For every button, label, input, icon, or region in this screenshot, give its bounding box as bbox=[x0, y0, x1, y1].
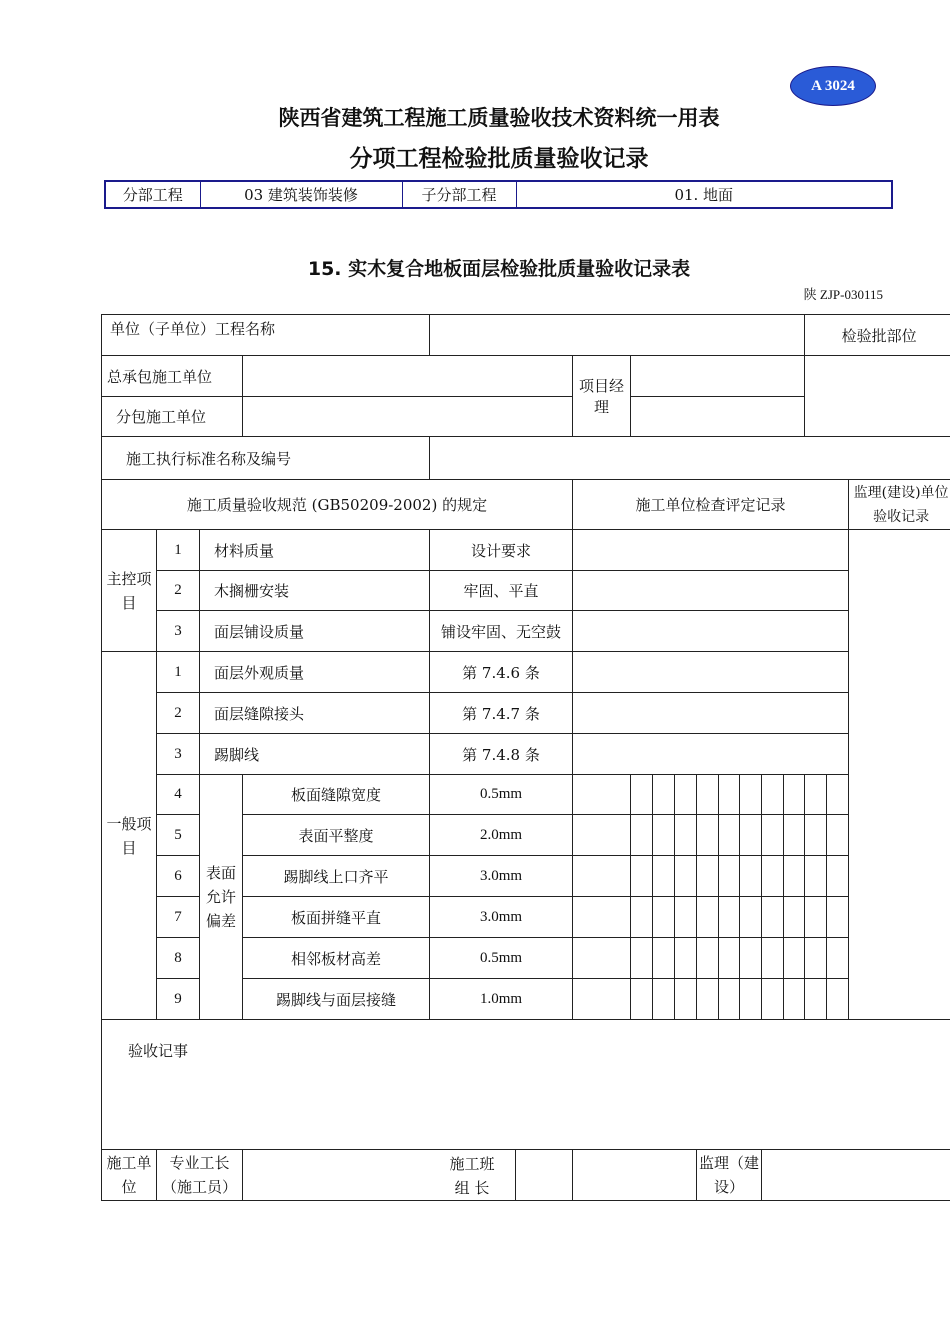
signoff-supervisor-label: 监理（建设） bbox=[697, 1150, 762, 1201]
project-manager-label: 项目经理 bbox=[573, 356, 631, 437]
measure-cell[interactable] bbox=[740, 979, 762, 1020]
supervisor-record-field[interactable] bbox=[849, 530, 950, 1020]
general-item-name: 面层外观质量 bbox=[200, 652, 430, 693]
measure-cell[interactable] bbox=[573, 897, 631, 938]
contractor-record-header: 施工单位检查评定记录 bbox=[573, 480, 849, 530]
measure-cell[interactable] bbox=[653, 979, 675, 1020]
measure-cell[interactable] bbox=[719, 815, 740, 856]
measure-cell[interactable] bbox=[573, 856, 631, 897]
general-item-record[interactable] bbox=[573, 734, 849, 775]
general-item-record[interactable] bbox=[573, 693, 849, 734]
tolerance-item-req: 2.0mm bbox=[430, 815, 573, 856]
subcontractor-field[interactable] bbox=[243, 397, 573, 437]
measure-cell[interactable] bbox=[675, 856, 697, 897]
inspection-record-table bbox=[101, 314, 950, 1201]
measure-cell[interactable] bbox=[805, 938, 827, 979]
measure-cell[interactable] bbox=[784, 815, 805, 856]
measure-cell[interactable] bbox=[740, 856, 762, 897]
supervisor-record-header: 监理(建设)单位验收记录 bbox=[849, 480, 950, 530]
tolerance-item-no: 7 bbox=[157, 897, 200, 938]
measure-cell[interactable] bbox=[631, 897, 653, 938]
general-item-req: 第 7.4.7 条 bbox=[430, 693, 573, 734]
measure-cell[interactable] bbox=[827, 815, 849, 856]
spec-column-header: 施工质量验收规范 (GB50209-2002) 的规定 bbox=[102, 480, 573, 530]
tolerance-item-no: 9 bbox=[157, 979, 200, 1020]
measure-cell[interactable] bbox=[697, 815, 719, 856]
main-item-name: 木搁栅安装 bbox=[200, 571, 430, 611]
signoff-team-leader-cell bbox=[430, 1150, 573, 1201]
measure-cell[interactable] bbox=[740, 897, 762, 938]
measure-cell[interactable] bbox=[719, 775, 740, 815]
measure-cell[interactable] bbox=[719, 897, 740, 938]
general-item-name: 踢脚线 bbox=[200, 734, 430, 775]
measure-cell[interactable] bbox=[631, 938, 653, 979]
main-item-req: 铺设牢固、无空鼓 bbox=[430, 611, 573, 652]
measure-cell[interactable] bbox=[762, 979, 784, 1020]
main-item-name: 材料质量 bbox=[200, 530, 430, 571]
standard-label: 施工执行标准名称及编号 bbox=[102, 437, 430, 480]
subdivision-value: 01. 地面 bbox=[516, 181, 892, 208]
general-item-no: 3 bbox=[157, 734, 200, 775]
measure-cell[interactable] bbox=[573, 938, 631, 979]
tolerance-item-no: 5 bbox=[157, 815, 200, 856]
measure-cell[interactable] bbox=[762, 938, 784, 979]
measure-cell[interactable] bbox=[573, 979, 631, 1020]
signoff-team-leader-field[interactable] bbox=[573, 1150, 697, 1201]
inspection-lot-field[interactable] bbox=[805, 356, 950, 437]
measure-cell[interactable] bbox=[697, 979, 719, 1020]
measure-cell[interactable] bbox=[631, 979, 653, 1020]
signoff-unit-label: 施工单位 bbox=[102, 1150, 157, 1201]
measure-cell[interactable] bbox=[675, 775, 697, 815]
measure-cell[interactable] bbox=[827, 856, 849, 897]
acceptance-notes[interactable] bbox=[102, 1020, 950, 1150]
measure-cell[interactable] bbox=[653, 775, 675, 815]
measure-cell[interactable] bbox=[631, 856, 653, 897]
document-subtitle: 分项工程检验批质量验收记录 bbox=[349, 146, 649, 172]
signoff-foreman-field[interactable] bbox=[243, 1150, 430, 1201]
measure-cell[interactable] bbox=[805, 897, 827, 938]
main-item-record[interactable] bbox=[573, 571, 849, 611]
standard-field[interactable] bbox=[430, 437, 950, 480]
signoff-team-leader-label: 施工班 组 长 bbox=[430, 1150, 516, 1201]
measure-cell[interactable] bbox=[805, 979, 827, 1020]
measure-cell[interactable] bbox=[631, 775, 653, 815]
general-item-no: 2 bbox=[157, 693, 200, 734]
subcontractor-label: 分包施工单位 bbox=[102, 397, 243, 437]
general-contractor-label: 总承包施工单位 bbox=[102, 356, 243, 397]
general-item-req: 第 7.4.6 条 bbox=[430, 652, 573, 693]
measure-cell[interactable] bbox=[784, 979, 805, 1020]
measure-cell[interactable] bbox=[719, 938, 740, 979]
tolerance-item-no: 6 bbox=[157, 856, 200, 897]
measure-cell[interactable] bbox=[719, 979, 740, 1020]
measure-cell[interactable] bbox=[573, 815, 631, 856]
tolerance-item-name: 表面平整度 bbox=[243, 815, 430, 856]
tolerance-item-no: 4 bbox=[157, 775, 200, 815]
project-manager-field-2[interactable] bbox=[631, 397, 805, 437]
general-item-record[interactable] bbox=[573, 652, 849, 693]
general-item-no: 1 bbox=[157, 652, 200, 693]
subdivision-label: 子分部工程 bbox=[402, 181, 516, 208]
measure-cell[interactable] bbox=[784, 856, 805, 897]
signoff-foreman-label: 专业工长（施工员） bbox=[157, 1150, 243, 1201]
measure-cell[interactable] bbox=[719, 856, 740, 897]
measure-cell[interactable] bbox=[653, 938, 675, 979]
project-manager-field-1[interactable] bbox=[631, 356, 805, 397]
measure-cell[interactable] bbox=[697, 775, 719, 815]
tolerance-item-req: 0.5mm bbox=[430, 775, 573, 815]
measure-cell[interactable] bbox=[827, 897, 849, 938]
tolerance-item-no: 8 bbox=[157, 938, 200, 979]
measure-cell[interactable] bbox=[805, 815, 827, 856]
main-item-req: 设计要求 bbox=[430, 530, 573, 571]
general-item-req: 第 7.4.8 条 bbox=[430, 734, 573, 775]
measure-cell[interactable] bbox=[653, 856, 675, 897]
main-control-group-label: 主控项目 bbox=[102, 530, 157, 652]
division-value: 03 建筑装饰装修 bbox=[200, 181, 402, 208]
measure-cell[interactable] bbox=[762, 856, 784, 897]
measure-cell[interactable] bbox=[697, 856, 719, 897]
measure-cell[interactable] bbox=[827, 938, 849, 979]
measure-cell[interactable] bbox=[805, 856, 827, 897]
measure-cell[interactable] bbox=[784, 897, 805, 938]
measure-cell[interactable] bbox=[653, 815, 675, 856]
tolerance-item-name: 踢脚线与面层接缝 bbox=[243, 979, 430, 1020]
measure-cell[interactable] bbox=[740, 938, 762, 979]
measure-cell[interactable] bbox=[784, 775, 805, 815]
general-item-name: 面层缝隙接头 bbox=[200, 693, 430, 734]
measure-cell[interactable] bbox=[697, 938, 719, 979]
document-title: 陕西省建筑工程施工质量验收技术资料统一用表 bbox=[278, 106, 720, 130]
main-item-no: 2 bbox=[157, 571, 200, 611]
form-number-badge: A 3024 bbox=[790, 66, 876, 106]
general-contractor-field[interactable] bbox=[243, 356, 573, 397]
tolerance-item-req: 3.0mm bbox=[430, 856, 573, 897]
general-group-label: 一般项目 bbox=[102, 652, 157, 1020]
tolerance-group-label: 表面允许偏差 bbox=[200, 775, 243, 1020]
measure-cell[interactable] bbox=[675, 979, 697, 1020]
measure-cell[interactable] bbox=[762, 815, 784, 856]
tolerance-item-name: 板面拼缝平直 bbox=[243, 897, 430, 938]
measure-cell[interactable] bbox=[675, 815, 697, 856]
measure-cell[interactable] bbox=[675, 938, 697, 979]
measure-cell[interactable] bbox=[762, 897, 784, 938]
inspection-lot-label: 检验批部位 bbox=[805, 315, 950, 356]
tolerance-item-req: 3.0mm bbox=[430, 897, 573, 938]
measure-cell[interactable] bbox=[653, 897, 675, 938]
tolerance-item-req: 0.5mm bbox=[430, 938, 573, 979]
tolerance-item-name: 板面缝隙宽度 bbox=[243, 775, 430, 815]
main-item-req: 牢固、平直 bbox=[430, 571, 573, 611]
tolerance-item-name: 踢脚线上口齐平 bbox=[243, 856, 430, 897]
tolerance-item-req: 1.0mm bbox=[430, 979, 573, 1020]
measure-cell[interactable] bbox=[784, 938, 805, 979]
measure-cell[interactable] bbox=[573, 775, 631, 815]
measure-cell[interactable] bbox=[827, 775, 849, 815]
division-header-table bbox=[104, 180, 893, 209]
main-item-record[interactable] bbox=[573, 530, 849, 571]
signoff-supervisor-field[interactable] bbox=[762, 1150, 950, 1201]
acceptance-notes-label: 验收记事 bbox=[128, 1042, 189, 1060]
measure-cell[interactable] bbox=[631, 815, 653, 856]
form-code: 陕 ZJP-030115 bbox=[803, 287, 883, 302]
measure-cell[interactable] bbox=[697, 897, 719, 938]
main-item-no: 3 bbox=[157, 611, 200, 652]
project-name-field[interactable] bbox=[430, 315, 805, 356]
tolerance-row bbox=[102, 775, 950, 815]
measure-cell[interactable] bbox=[805, 775, 827, 815]
main-item-record[interactable] bbox=[573, 611, 849, 652]
project-name-label: 单位（子单位）工程名称 bbox=[102, 315, 430, 356]
main-item-name: 面层铺设质量 bbox=[200, 611, 430, 652]
measure-cell[interactable] bbox=[762, 775, 784, 815]
main-item-no: 1 bbox=[157, 530, 200, 571]
measure-cell[interactable] bbox=[675, 897, 697, 938]
measure-cell[interactable] bbox=[740, 775, 762, 815]
division-label: 分部工程 bbox=[105, 181, 200, 208]
measure-cell[interactable] bbox=[740, 815, 762, 856]
measure-cell[interactable] bbox=[827, 979, 849, 1020]
tolerance-item-name: 相邻板材高差 bbox=[243, 938, 430, 979]
form-title: 15. 实木复合地板面层检验批质量验收记录表 bbox=[307, 258, 691, 280]
